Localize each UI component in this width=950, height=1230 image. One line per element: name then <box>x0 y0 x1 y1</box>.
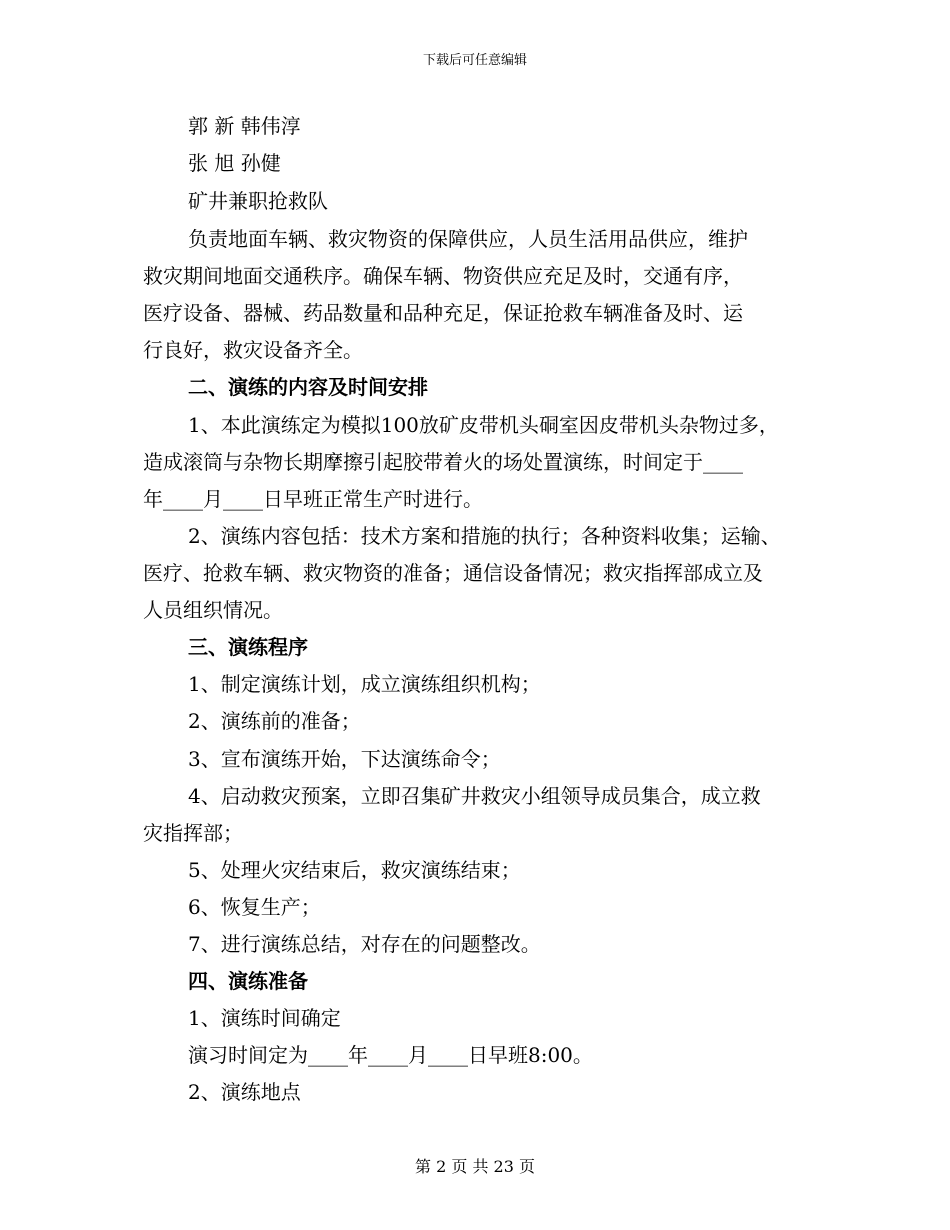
section-heading: 四、演练准备 <box>188 969 308 993</box>
list-item: 7、进行演练总结，对存在的问题整改。 <box>188 932 541 956</box>
paragraph-line: 1、本此演练定为模拟100放矿皮带机头硐室因皮带机头杂物过多， <box>188 413 779 437</box>
list-item: 1、制定演练计划，成立演练组织机构； <box>188 672 541 696</box>
list-item: 灾指挥部； <box>143 821 243 845</box>
list-item: 4、启动救灾预案，立即召集矿井救灾小组领导成员集合，成立救 <box>188 784 761 808</box>
staff-line-1: 郭 新 韩伟淳 <box>188 114 301 138</box>
team-name: 矿井兼职抢救队 <box>188 189 328 213</box>
list-item: 2、演练前的准备； <box>188 709 361 733</box>
paragraph-line: 负责地面车辆、救灾物资的保障供应，人员生活用品供应，维护 <box>188 227 748 251</box>
paragraph-line: 2、演练内容包括：技术方案和措施的执行；各种资料收集；运输、 <box>188 524 781 548</box>
list-item: 1、演练时间确定 <box>188 1006 341 1030</box>
paragraph-line: 人员组织情况。 <box>143 598 283 622</box>
paragraph-line: 年____月____日早班正常生产时进行。 <box>143 487 483 511</box>
page-footer: 第 2 页 共 23 页 <box>415 1157 535 1176</box>
paragraph-line: 行良好，救灾设备齐全。 <box>143 338 363 362</box>
staff-line-2: 张 旭 孙健 <box>188 151 281 175</box>
list-item: 2、演练地点 <box>188 1080 301 1104</box>
list-item: 3、宣布演练开始，下达演练命令； <box>188 747 501 771</box>
section-heading: 二、演练的内容及时间安排 <box>188 375 428 399</box>
list-item: 6、恢复生产； <box>188 895 321 919</box>
list-item: 5、处理火灾结束后，救灾演练结束； <box>188 858 521 882</box>
page-header: 下载后可任意编辑 <box>422 53 527 68</box>
paragraph-line: 医疗设备、器械、药品数量和品种充足，保证抢救车辆准备及时、运 <box>143 301 743 325</box>
section-heading: 三、演练程序 <box>188 635 308 659</box>
paragraph-line: 造成滚筒与杂物长期摩擦引起胶带着火的场处置演练，时间定于____ <box>143 450 743 474</box>
paragraph-line: 医疗、抢救车辆、救灾物资的准备；通信设备情况；救灾指挥部成立及 <box>143 561 763 585</box>
paragraph-line: 演习时间定为____年____月____日早班8:00。 <box>188 1043 593 1067</box>
paragraph-line: 救灾期间地面交通秩序。确保车辆、物资供应充足及时，交通有序， <box>143 264 743 288</box>
